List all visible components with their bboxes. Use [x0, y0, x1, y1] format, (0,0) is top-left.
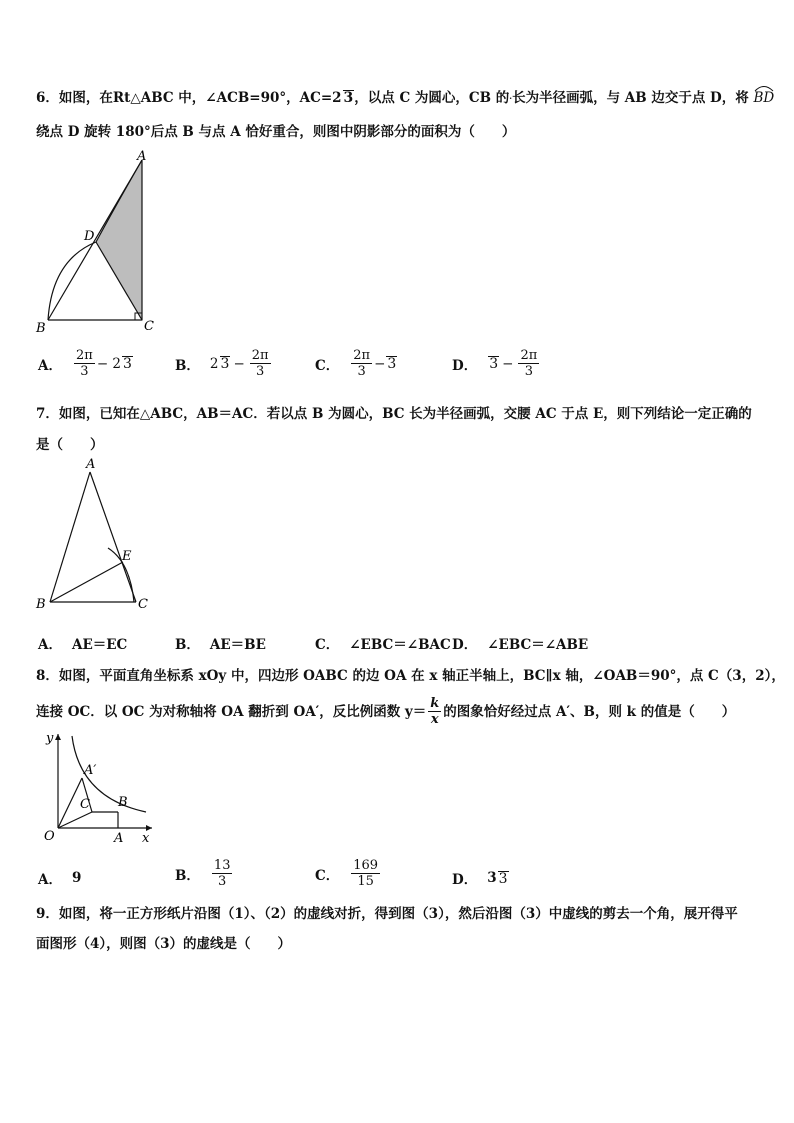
q8-figure	[34, 728, 164, 848]
q8-option-c[interactable]: C． $\frac{169}{15}$	[315, 858, 379, 889]
fig6-label-d: D	[84, 229, 95, 244]
fig8-label-o: O	[44, 829, 55, 844]
fig8-label-a: A	[114, 831, 124, 846]
fig8-label-a-prime: A′	[84, 763, 97, 778]
q7-line1: 7．如图，已知在△ABC，AB＝AC．若以点 B 为圆心，BC 长为半径画弧，交腰 AC 于点 E，则下列结论一定正确的	[36, 406, 752, 422]
q7-option-a[interactable]: A． AE＝EC	[38, 637, 128, 653]
q7-line2: 是（ ）	[36, 437, 104, 453]
fig6-label-b: B	[36, 321, 46, 336]
sqrt-3: 3	[343, 90, 354, 106]
fig8-label-c: C	[80, 797, 90, 812]
q7-option-c[interactable]: C． ∠EBC＝∠BAC	[315, 637, 451, 653]
q8-option-a[interactable]: A． 9	[38, 870, 82, 888]
q8-option-b[interactable]: B． $\frac{13}{3}$	[175, 858, 231, 889]
q6-option-b[interactable]: B． 2 3 − $\frac{2\pi}{3}$	[175, 348, 269, 379]
q7-option-d[interactable]: D． ∠EBC＝∠ABE	[452, 637, 589, 653]
fig8-label-x: x	[142, 831, 150, 846]
q8-line1: 8．如图，平面直角坐标系 xOy 中，四边形 OABC 的边 OA 在 x 轴正半轴上，BC∥x 轴，∠OAB＝90°，点 C（3，2），	[36, 668, 785, 684]
fig6-label-a: A	[137, 149, 147, 164]
q8-option-d[interactable]: D． 3 3	[452, 870, 508, 888]
fig8-label-b: B	[118, 795, 128, 810]
q6-line1: 6．如图，在Rt△ABC 中，∠ACB=90°，AC=2 3，以点 C 为圆心，CB 的·长为半径画弧，与 AB 边交于点 D，将 BD	[36, 88, 774, 108]
fig7-label-e: E	[122, 549, 132, 564]
fig7-label-c: C	[138, 597, 148, 612]
fig8-label-y: y	[46, 731, 54, 746]
q7-option-b[interactable]: B． AE＝BE	[175, 637, 266, 653]
q8-line2: 连接 OC．以 OC 为对称轴将 OA 翻折到 OA′，反比例函数 y＝ $\frac{k}{x}$ 的图象恰好经过点 A′、B，则 k 的值是（ ）	[36, 696, 736, 727]
q6-line2: 绕点 D 旋转 180°后点 B 与点 A 恰好重合，则图中阴影部分的面积为（ ）	[36, 124, 516, 140]
fig7-label-b: B	[36, 597, 46, 612]
q6-option-d[interactable]: D． 3 − $\frac{2\pi}{3}$	[452, 348, 538, 379]
fig6-label-c: C	[144, 319, 154, 334]
q6-figure	[30, 148, 160, 338]
q6-option-c[interactable]: C． $\frac{2\pi}{3}$ − 3	[315, 348, 397, 379]
q9-line1: 9．如图，将一正方形纸片沿图（1）、（2）的虚线对折，得到图（3），然后沿图（3）中虚线的剪去一个角，展开得平	[36, 906, 738, 922]
fig7-label-a: A	[86, 457, 96, 472]
arc-bd: BD	[753, 90, 774, 106]
q9-line2: 面图形（4），则图（3）的虚线是（ ）	[36, 936, 292, 952]
q7-figure	[34, 456, 164, 616]
q6-option-a[interactable]: A． $\frac{2\pi}{3}$ − 2 3	[38, 348, 132, 379]
